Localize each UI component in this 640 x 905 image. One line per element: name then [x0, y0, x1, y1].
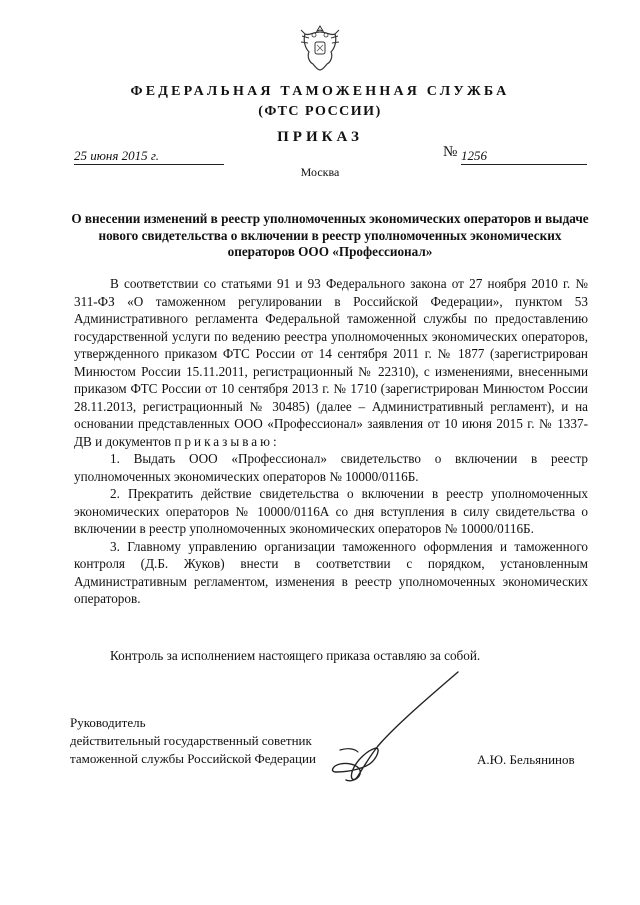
order-body	[74, 275, 588, 608]
russian-coat-of-arms-icon	[299, 22, 341, 72]
order-number: 1256	[461, 148, 587, 165]
preamble-paragraph	[74, 275, 588, 450]
signatory-title	[70, 714, 316, 768]
signatory-title-line-1: Руководитель	[70, 715, 146, 730]
number-sign: №	[443, 144, 458, 160]
signer-name: А.Ю. Бельянинов	[477, 752, 575, 767]
order-date: 25 июня 2015 г.	[74, 148, 224, 165]
order-item-3: 3. Главному управлению организации таможенного оформления и таможенного контроля (Д.Б. Жуков) внести в соответствии с порядком, установленным Административным регламентом, изменения в реестр уполномоченных экономических операторов.	[74, 538, 588, 606]
city: Москва	[300, 165, 340, 179]
order-word: приказываю:	[174, 433, 280, 449]
preamble-text: В соответствии со статьями 91 и 93 Федерального закона от 27 ноября 2010 г. № 311-ФЗ «О таможенном регулировании в Российской Федерации», пунктом 53 Административного регламента Федеральной таможенной службы по предоставлению государственной услуги по ведению реестра уполномоченных экономических операторов, утвержденного приказом ФТС России от 14 сентября 2011 г. № 1877 (зарегистрирован Минюстом России 15.11.2011, регистрационный № 22310), с изменениями, внесенными приказом ФТС России от 10 сентября 2013 г. № 1710 (зарегистрирован Минюстом России 28.11.2013, регистрационный № 30485) (далее – Административный регламент), и на основании представленных ООО «Профессионал» заявления от 10 июня 2015 г. № 1337-ДВ и документов	[74, 276, 588, 449]
order-heading: О внесении изменений в реестр уполномоченных экономических операторов и выдаче нового свидетельства о включении в реестр уполномоченных экономических операторов ООО «Профессионал»	[71, 211, 589, 259]
signatory-title-line-3: таможенной службы Российской Федерации	[70, 751, 316, 766]
order-item-2: 2. Прекратить действие свидетельства о включении в реестр уполномоченных экономических операторов № 10000/0116А со дня вступления в силу свидетельства о включении в реестр уполномоченных экономических операторов № 10000/0116Б.	[74, 486, 588, 536]
order-item-1: 1. Выдать ООО «Профессионал» свидетельство о включении в реестр уполномоченных экономических операторов № 10000/0116Б.	[74, 451, 588, 484]
handwritten-signature	[300, 668, 470, 788]
control-statement: Контроль за исполнением настоящего приказа оставляю за собой.	[110, 648, 481, 663]
signatory-title-line-2: действительный государственный советник	[70, 733, 312, 748]
organization-abbreviation: (ФТС РОССИИ)	[258, 104, 382, 119]
document-type: ПРИКАЗ	[277, 129, 363, 145]
organization-name: ФЕДЕРАЛЬНАЯ ТАМОЖЕННАЯ СЛУЖБА	[130, 84, 510, 99]
